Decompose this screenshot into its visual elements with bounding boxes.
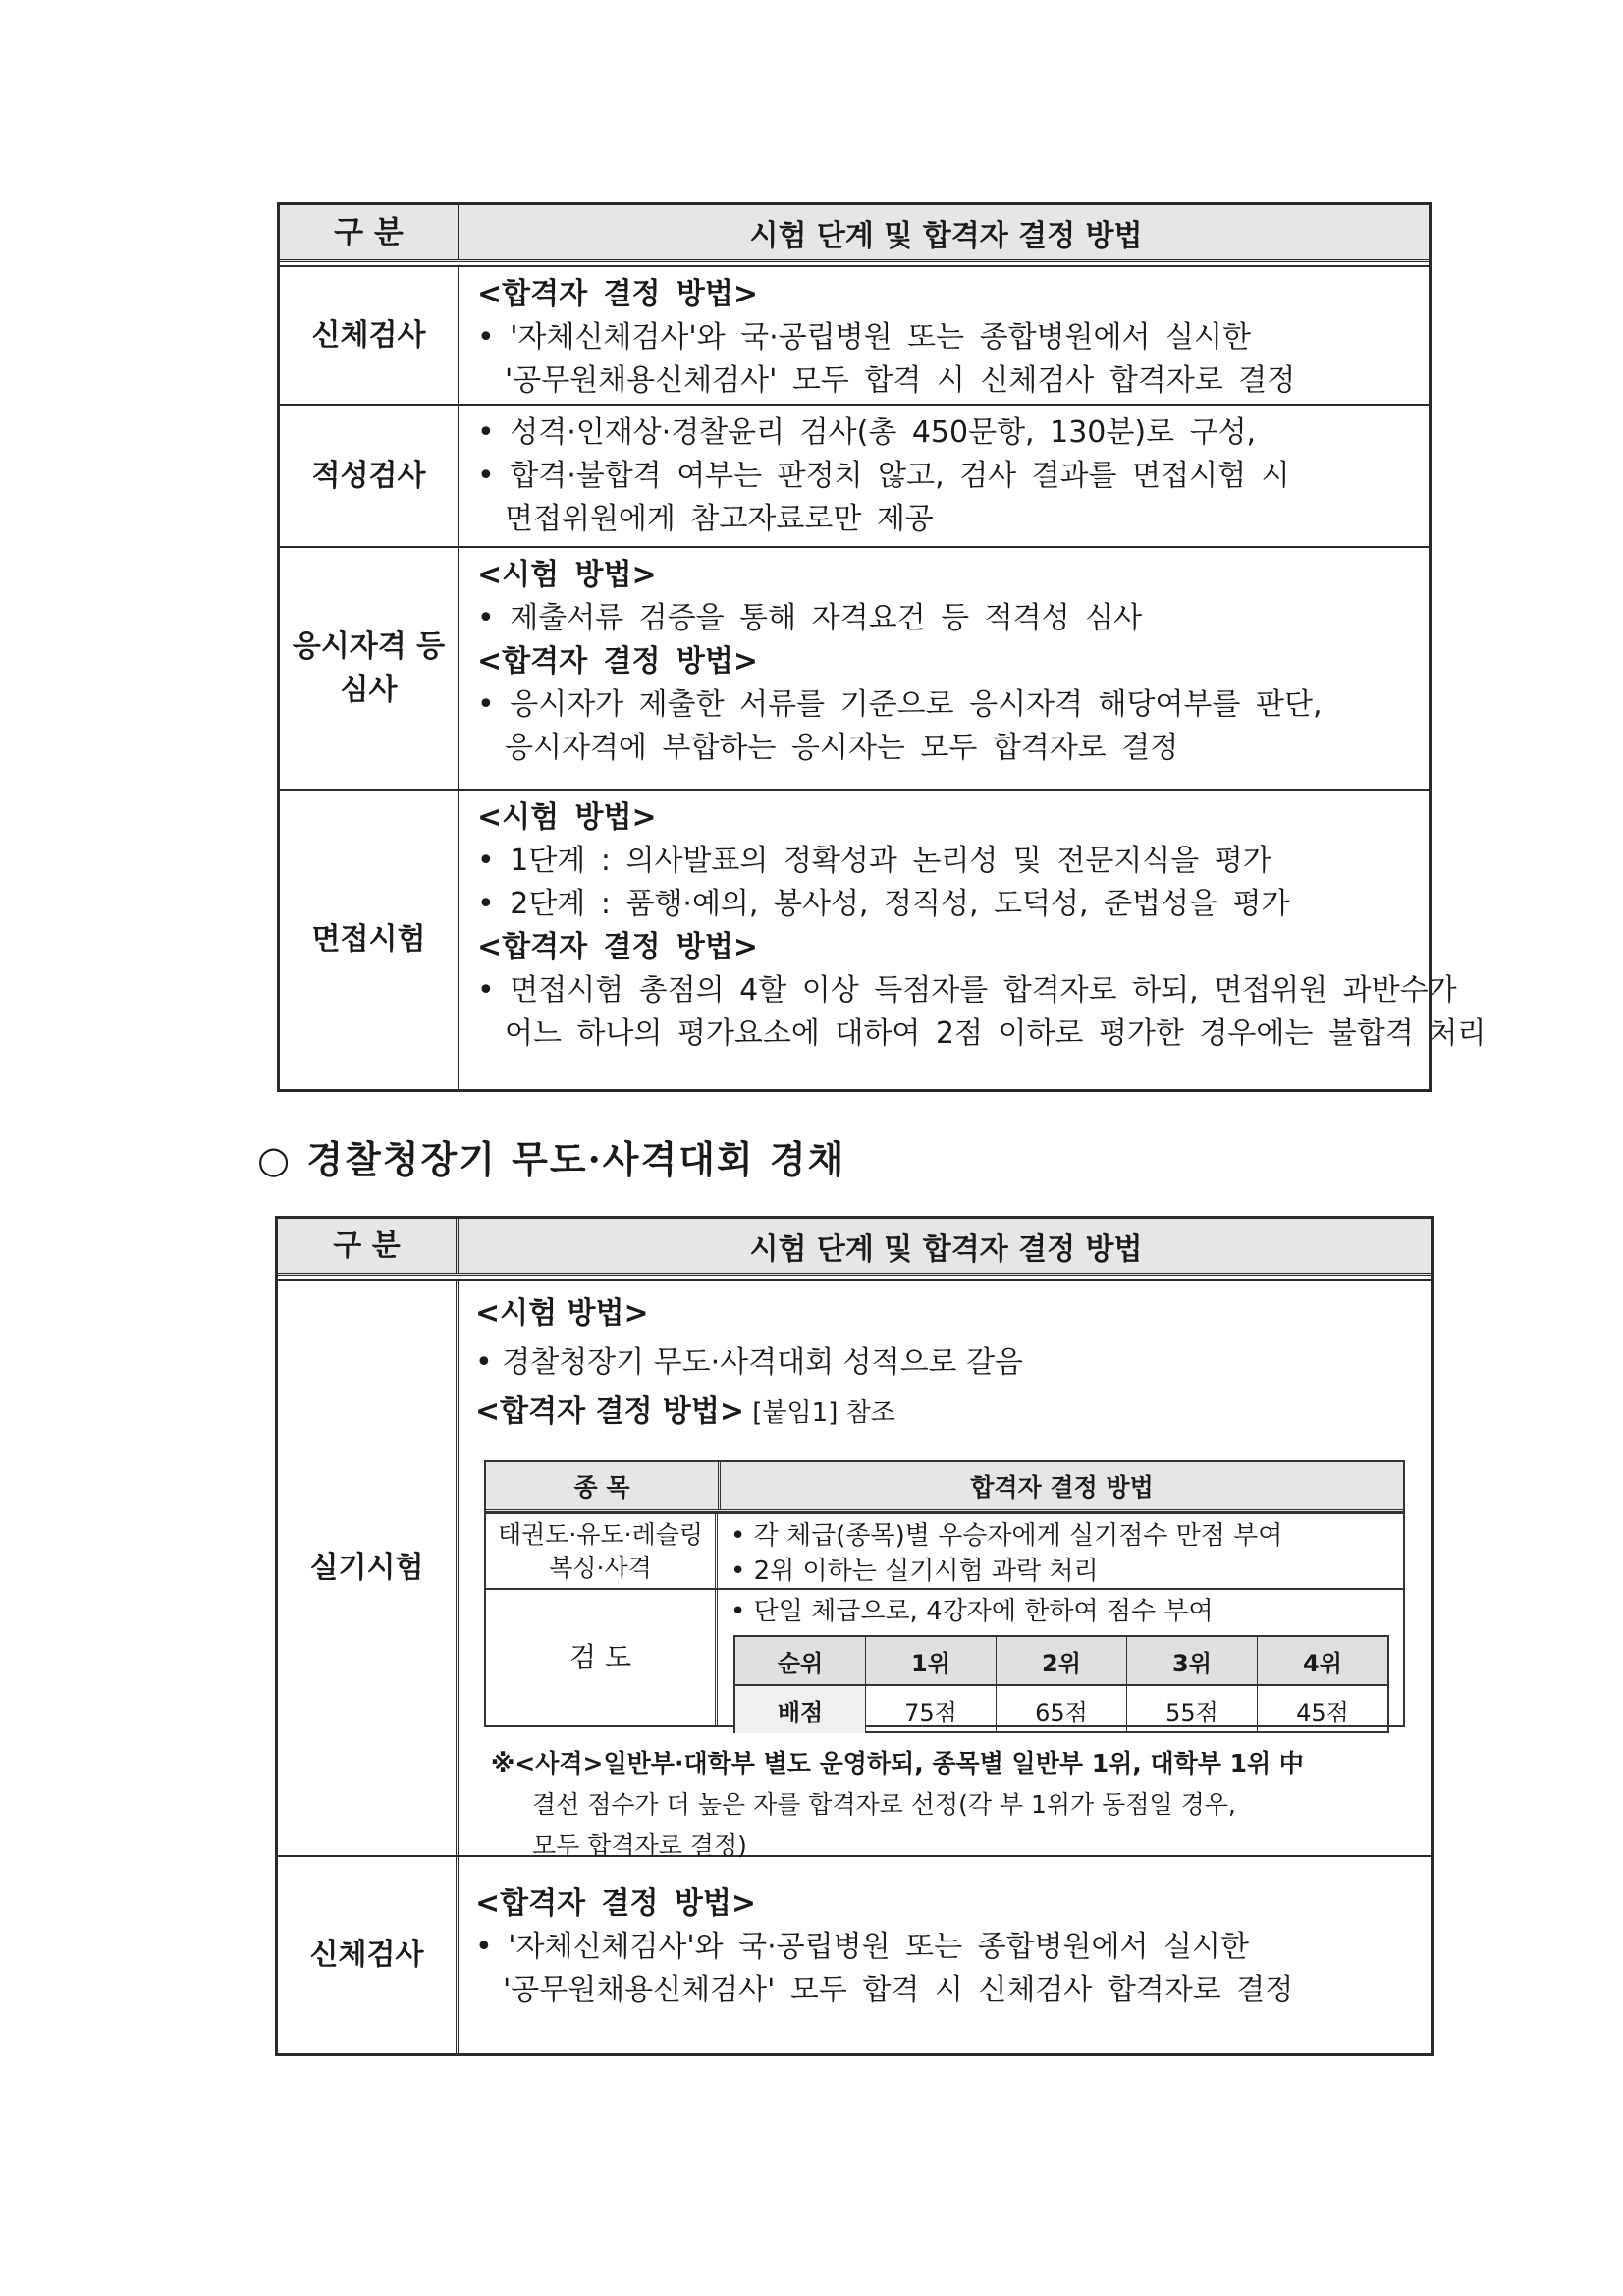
table-row: [280, 265, 1429, 404]
score-cell: 75점: [865, 1686, 996, 1733]
content-line: 어느 하나의 평가요소에 대하여 2점 이하로 평가한 경우에는 불합격 처리: [505, 1016, 1487, 1051]
content-line: • 제출서류 검증을 통해 자격요건 등 적격성 심사: [477, 601, 1143, 635]
subsection-title: <합격자 결정 방법>: [477, 644, 759, 679]
rank-score-row: [735, 1686, 1387, 1733]
row-label-line: 신체검사: [311, 317, 426, 353]
event-label-line: 복싱·사격: [549, 1553, 652, 1582]
row-label-line: 응시자격 등: [292, 629, 446, 664]
row-label: [280, 791, 460, 1089]
header-category: 구 분: [278, 1219, 459, 1273]
content-line: '공무원채용신체검사' 모두 합격 시 신체검사 합격자로 결정: [503, 1973, 1294, 2007]
rank-score-table: [733, 1635, 1389, 1733]
event-rule: • 단일 체급으로, 4강자에 한하여 점수 부여: [730, 1597, 1214, 1626]
event-header-category: 종 목: [486, 1462, 721, 1509]
content-line: • '자체신체검사'와 국·공립병원 또는 종합병원에서 실시한: [475, 1930, 1249, 1964]
rank-cell: 1위: [865, 1637, 996, 1684]
event-rule: • 각 체급(종목)별 우승자에게 실기점수 만점 부여: [730, 1521, 1283, 1551]
method-title: <시험 방법>: [475, 1296, 649, 1331]
subsection-title: <시험 방법>: [477, 800, 657, 835]
score-cell: 배점: [735, 1686, 865, 1733]
method-text: • 경찰청장기 무도·사격대회 성적으로 갈음: [475, 1345, 1024, 1380]
subsection-title: <합격자 결정 방법>: [477, 930, 759, 964]
content-line: 면접위원에게 참고자료로만 제공: [505, 502, 934, 536]
event-rule: • 2위 이하는 실기시험 과락 처리: [730, 1557, 1099, 1586]
content-line: • 응시자가 제출한 서류를 기준으로 응시자격 해당여부를 판단,: [477, 687, 1323, 722]
row-label-line: 면접시험: [311, 922, 426, 957]
content-line: • 1단계 : 의사발표의 정확성과 논리성 및 전문지식을 평가: [477, 844, 1271, 878]
subsection-title: <합격자 결정 방법>: [477, 277, 759, 311]
physical-exam-row: [278, 1855, 1431, 2053]
decision-ref: [붙임1] 참조: [744, 1398, 895, 1428]
event-row-martial: [486, 1512, 1403, 1588]
note-line: 결선 점수가 더 높은 자를 합격자로 선정(각 부 1위가 동점일 경우,: [532, 1790, 1236, 1819]
subsection-title: <시험 방법>: [477, 558, 657, 592]
event-table-header: [486, 1462, 1403, 1512]
subsection-title: <합격자 결정 방법>: [475, 1886, 757, 1921]
score-cell: 45점: [1257, 1686, 1387, 1733]
rank-cell: 4위: [1257, 1637, 1387, 1684]
score-cell: 55점: [1126, 1686, 1257, 1733]
rank-cell: 3위: [1126, 1637, 1257, 1684]
note-line: 모두 합격자로 결정): [532, 1831, 747, 1860]
table-row: [280, 546, 1429, 789]
content-line: • 2단계 : 품행·예의, 봉사성, 정직성, 도덕성, 준법성을 평가: [477, 887, 1290, 921]
content-line: • '자체신체검사'와 국·공립병원 또는 종합병원에서 실시한: [477, 320, 1251, 355]
exam-table-1: [277, 202, 1487, 1092]
row-label-line: 심사: [340, 672, 398, 707]
note-line: ※<사격>일반부·대학부 별도 운영하되, 종목별 일반부 1위, 대학부 1위 中: [491, 1749, 1304, 1777]
rank-cell: 순위: [735, 1637, 865, 1684]
content-line: • 성격·인재상·경찰윤리 검사(총 450문항, 130분)로 구성,: [477, 415, 1257, 450]
row-label: [280, 548, 460, 789]
table-header: [278, 1219, 1431, 1276]
rank-cell: 2위: [996, 1637, 1126, 1684]
row-label: [280, 406, 460, 546]
header-method: 시험 단계 및 합격자 결정 방법: [749, 218, 1143, 253]
content-line: • 합격·불합격 여부는 판정치 않고, 검사 결과를 면접시험 시: [477, 459, 1290, 493]
table-row: [280, 789, 1487, 1089]
row-label-line: 적성검사: [311, 458, 426, 493]
row-label: [280, 267, 460, 404]
event-header-method: 합격자 결정 방법: [970, 1473, 1154, 1502]
rank-header-row: [735, 1637, 1387, 1686]
decision-line: [475, 1391, 1417, 1435]
section-title: ○ 경찰청장기 무도·사격대회 경채: [257, 1137, 846, 1181]
row-label: 신체검사: [278, 1857, 459, 2053]
shooting-note: [491, 1743, 1304, 1867]
content-line: '공무원채용신체검사' 모두 합격 시 신체검사 합격자로 결정: [505, 363, 1296, 398]
header-category: 구 분: [280, 205, 460, 259]
content-line: • 면접시험 총점의 4할 이상 득점자를 합격자로 하되, 면접위원 과반수가: [477, 973, 1457, 1008]
header-method: 시험 단계 및 합격자 결정 방법: [749, 1231, 1143, 1267]
score-cell: 65점: [996, 1686, 1126, 1733]
row-label: 실기시험: [278, 1281, 459, 1855]
table-row: [280, 404, 1429, 546]
event-label: 검 도: [486, 1590, 718, 1725]
table-header: [280, 205, 1429, 262]
event-label-line: 태권도·유도·레슬링: [497, 1519, 704, 1549]
decision-title: <합격자 결정 방법>: [475, 1394, 745, 1429]
content-line: 응시자격에 부합하는 응시자는 모두 합격자로 결정: [505, 731, 1179, 765]
